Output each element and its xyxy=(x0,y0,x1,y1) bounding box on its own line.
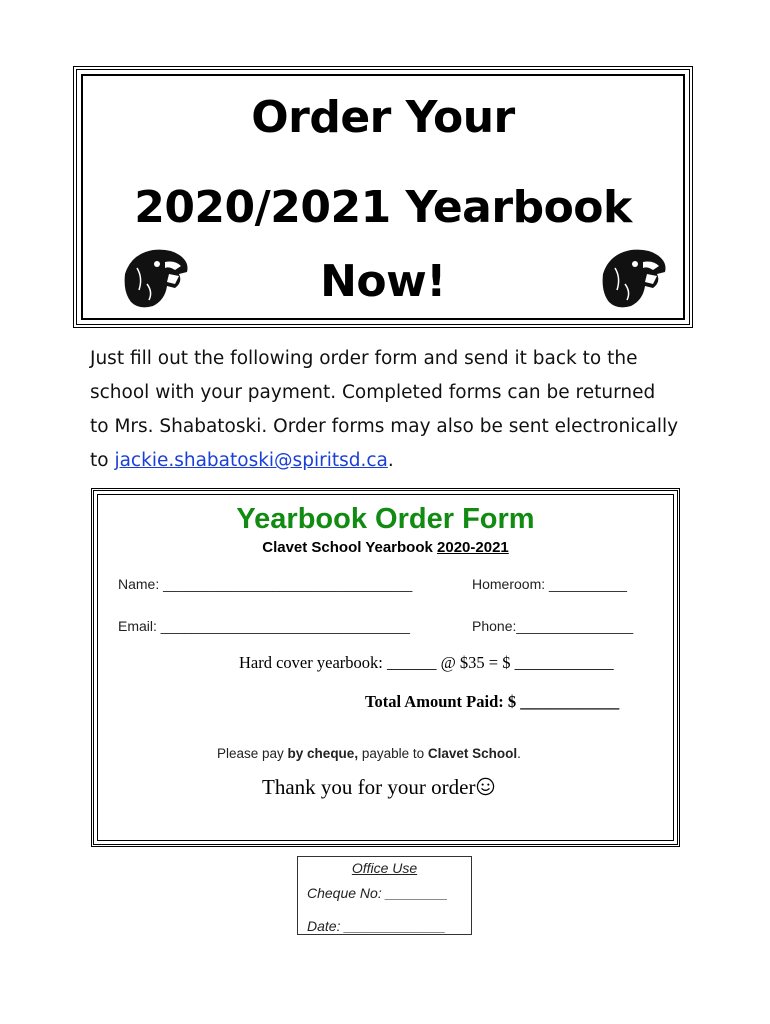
payment-instructions xyxy=(217,746,521,761)
intro-paragraph xyxy=(90,342,690,478)
pay-method: by cheque, xyxy=(287,746,359,761)
smiley-icon xyxy=(476,777,495,796)
office-date-field[interactable]: Date: _____________ xyxy=(307,918,446,934)
pay-suffix: . xyxy=(517,746,521,761)
intro-line: to Mrs. Shabatoski. Order forms may also be sent electronically xyxy=(90,416,679,437)
cheque-number-field[interactable]: Cheque No: ________ xyxy=(307,885,448,901)
intro-line xyxy=(90,444,690,478)
phone-field[interactable]: Phone:_______________ xyxy=(472,618,634,634)
hardcover-quantity-line[interactable]: Hard cover yearbook: ______ @ $35 = $ ____________ xyxy=(239,653,614,672)
header-line-3: Now! xyxy=(320,256,446,307)
form-subtitle-text: Clavet School Yearbook xyxy=(262,539,438,556)
thank-you-text: Thank you for your order xyxy=(262,775,476,799)
header-line-2: 2020/2021 Yearbook xyxy=(134,182,632,233)
email-link[interactable]: jackie.shabatoski@spiritsd.ca xyxy=(114,450,388,471)
order-form xyxy=(91,488,680,847)
intro-suffix: . xyxy=(387,450,394,471)
pay-mid: payable to xyxy=(358,746,428,761)
homeroom-field[interactable]: Homeroom: __________ xyxy=(472,576,627,592)
thank-you-message xyxy=(262,775,495,800)
email-field[interactable]: Email: ________________________________ xyxy=(118,618,410,634)
office-use-box xyxy=(297,856,472,935)
cougar-mascot-icon xyxy=(117,244,193,314)
pay-to: Clavet School xyxy=(427,746,518,761)
form-title: Yearbook Order Form xyxy=(236,503,535,535)
intro-line: Just fill out the following order form and send it back to the xyxy=(90,348,638,369)
header-line-1: Order Your xyxy=(251,92,515,143)
total-amount-line[interactable]: Total Amount Paid: $ ____________ xyxy=(365,692,620,711)
pay-prefix: Please pay xyxy=(217,746,288,761)
cougar-mascot-icon xyxy=(595,244,671,314)
office-use-title: Office Use xyxy=(351,860,418,876)
form-subtitle xyxy=(94,539,677,556)
intro-line: school with your payment. Completed forms can be returned xyxy=(90,382,656,403)
form-subtitle-year: 2020-2021 xyxy=(437,539,509,556)
header-banner xyxy=(73,66,693,328)
name-field[interactable]: Name: ________________________________ xyxy=(118,576,413,592)
intro-prefix: to xyxy=(90,450,115,471)
